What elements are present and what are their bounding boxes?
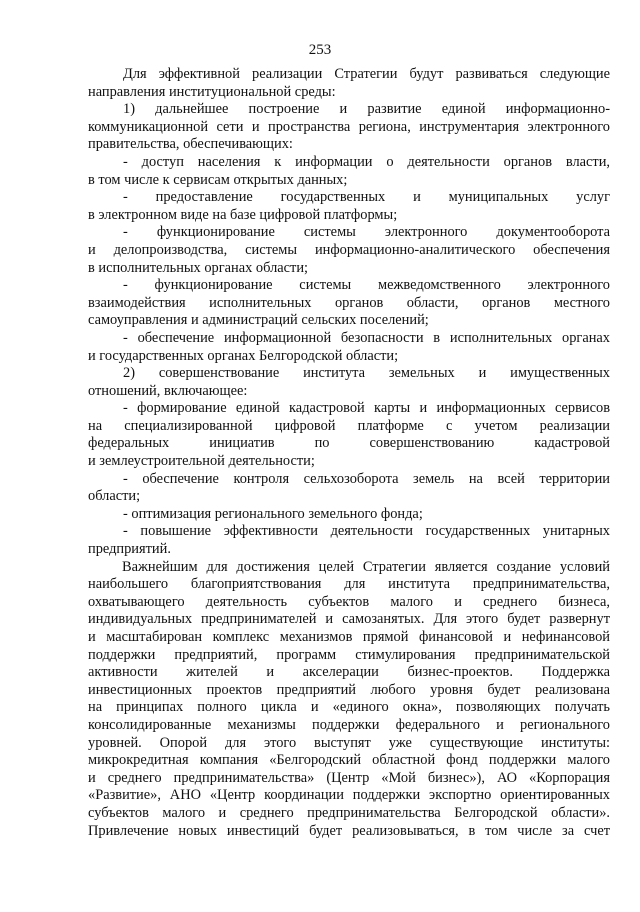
text-line: в исполнительных органах области; [88, 259, 309, 276]
text-line: и масштабирован комплекс механизмов прямой финансовой и нефинансовой [88, 629, 610, 645]
text-line: - обеспечение контроля сельхозоборота земель на всей территории [123, 470, 610, 487]
text-line: - формирование единой кадастровой карты и информационных сервисов [123, 400, 610, 417]
text-line: в электронном виде на базе цифровой платформы; [88, 206, 398, 223]
text-line: субъектов малого и среднего предпринимательства Белгородской области». [88, 804, 610, 821]
text-line: инвестиционных проектов предприятий любого уровня будет реализована [88, 681, 610, 698]
text-line: направления институциональной среды: [88, 83, 336, 100]
text-line: и государственных органах Белгородской области; [88, 347, 399, 364]
text-line: наибольшего благоприятствования для института предпринимательства, [88, 576, 610, 593]
text-line: активности жителей и акселерации бизнес-проектов. Поддержка [88, 664, 610, 681]
text-line: - функционирование системы электронного документооборота [123, 224, 610, 241]
text-line: отношений, включающее: [88, 382, 248, 399]
text-line: поддержки предприятий, программ стимулирования предпринимательской [88, 646, 610, 663]
text-line: Для эффективной реализации Стратегии будут развиваться следующие [123, 66, 610, 82]
page-number: 253 [308, 42, 332, 58]
text-line: - обеспечение информационной безопасности в исполнительных органах [123, 329, 610, 346]
text-line: «Развитие», АНО «Центр координации поддержки экспортно ориентированных [88, 787, 610, 804]
text-line: на специализированной цифровой платформе с учетом реализации [88, 417, 610, 434]
text-line: - доступ населения к информации о деятельности органов власти, [123, 153, 610, 170]
text-line: охватывающего деятельность субъектов малого и среднего бизнеса, [88, 593, 610, 610]
document-body [88, 66, 610, 840]
text-line: правительства, обеспечивающих: [88, 136, 293, 153]
text-line: и делопроизводства, системы информационно-аналитического обеспечения [88, 241, 610, 258]
text-line: взаимодействия исполнительных органов области, органов местного [88, 294, 610, 311]
text-line: индивидуальных предпринимателей и самозанятых. Для этого будет развернут [88, 611, 610, 628]
text-line: коммуникационной сети и пространства региона, инструментария электронного [88, 118, 610, 135]
text-line: 2) совершенствование института земельных и имущественных [123, 365, 610, 382]
text-line: - повышение эффективности деятельности государственных унитарных [123, 523, 610, 540]
text-line: и среднего предпринимательства» (Центр «Мой бизнес»), АО «Корпорация [88, 769, 610, 786]
text-line: - функционирование системы межведомственного электронного [123, 277, 610, 294]
text-line: - оптимизация регионального земельного фонда; [123, 505, 423, 522]
text-line: самоуправления и администраций сельских поселений; [88, 312, 429, 329]
text-line: и землеустроительной деятельности; [88, 453, 315, 470]
text-line: уровней. Опорой для этого выступят уже существующие институты: [88, 734, 610, 751]
text-line: предприятий. [88, 541, 171, 558]
text-line: 1) дальнейшее построение и развитие единой информационно- [123, 101, 610, 118]
text-line: консолидированные механизмы поддержки федерального и регионального [88, 716, 610, 733]
text-line: в том числе к сервисам открытых данных; [88, 171, 348, 188]
text-line: микрокредитная компания «Белгородский областной фонд поддержки малого [88, 752, 610, 769]
text-line: федеральных инициатив по совершенствованию кадастровой [88, 435, 610, 452]
text-line: Важнейшим для достижения целей Стратегии является создание условий [122, 558, 610, 575]
text-line: области; [88, 488, 141, 505]
text-line: на принципах полного цикла и «единого окна», позволяющих получать [88, 699, 610, 716]
text-line: - предоставление государственных и муниципальных услуг [123, 189, 610, 206]
text-line: Привлечение новых инвестиций будет реализовываться, в том числе за счет [88, 822, 610, 839]
